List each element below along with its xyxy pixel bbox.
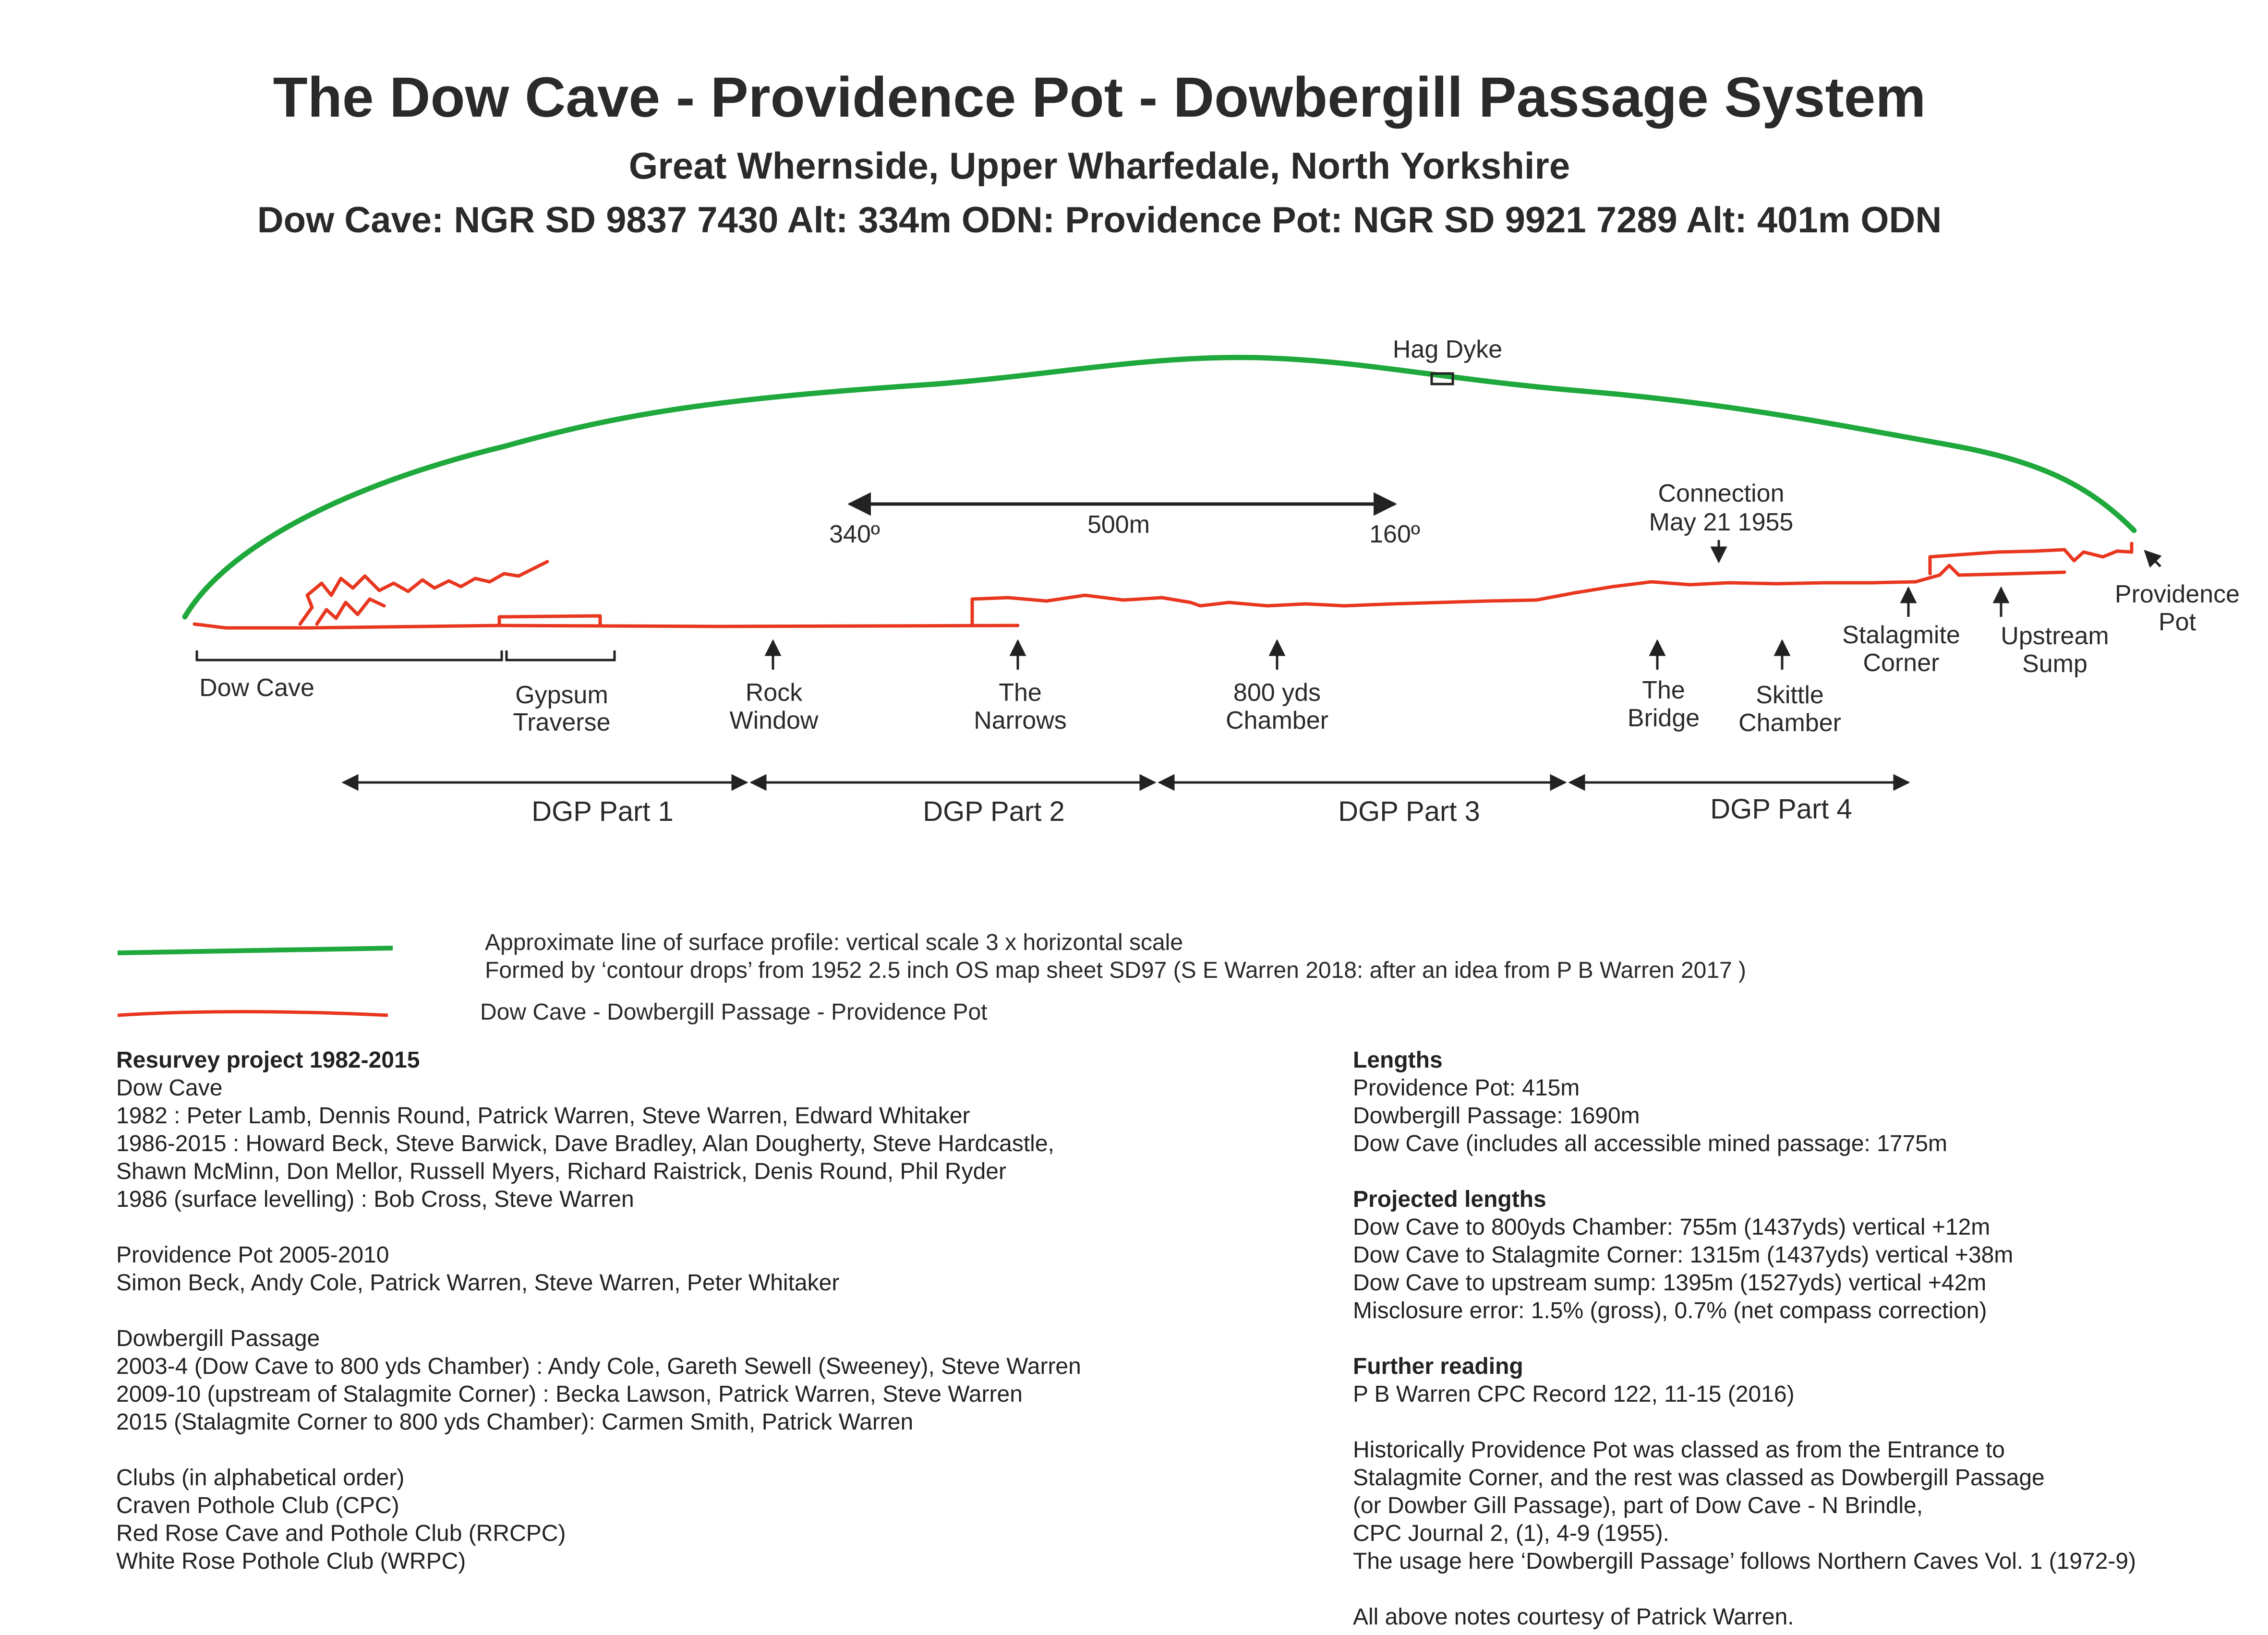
page-subtitle: Great Whernside, Upper Wharfedale, North Yorkshire: [628, 144, 1570, 187]
feature-label-upstream-sump-1: Upstream: [2001, 622, 2109, 650]
credit-line: All above notes courtesy of Patrick Warren.: [1353, 1604, 1794, 1630]
history-note-line: CPC Journal 2, (1), 4-9 (1955).: [1353, 1521, 1669, 1546]
feature-label-gypsum-traverse-2: Traverse: [513, 709, 611, 736]
grid-reference-line: Dow Cave: NGR SD 9837 7430 Alt: 334m ODN: Providence Pot: NGR SD 9921 7289 Alt: 401m ODN: [257, 200, 1942, 240]
projected-length-item: Dow Cave to upstream sump: 1395m (1527yds) vertical +42m: [1353, 1270, 1987, 1296]
hag-dyke-label: Hag Dyke: [1392, 336, 1503, 363]
bearing-left-label: 340º: [829, 520, 880, 548]
dgp-part-3-label: DGP Part 3: [1338, 796, 1480, 827]
feature-label-upstream-sump-2: Sump: [2022, 650, 2087, 678]
history-note-line: Historically Providence Pot was classed as from the Entrance to: [1353, 1437, 2005, 1463]
club-item: Craven Pothole Club (CPC): [116, 1493, 399, 1518]
lengths-notes: [1353, 1046, 2136, 1631]
dowbergill-line: 2015 (Stalagmite Corner to 800 yds Chamber): Carmen Smith, Patrick Warren: [116, 1409, 914, 1435]
dgp-part-2-label: DGP Part 2: [923, 796, 1065, 827]
feature-label-gypsum-traverse-1: Gypsum: [515, 681, 608, 709]
connection-date-label: May 21 1955: [1649, 508, 1794, 536]
further-reading-item: P B Warren CPC Record 122, 11-15 (2016): [1353, 1382, 1795, 1407]
projected-lengths-heading: Projected lengths: [1353, 1187, 1546, 1212]
providence-pot-line: Simon Beck, Andy Cole, Patrick Warren, Steve Warren, Peter Whitaker: [116, 1270, 840, 1296]
resurvey-notes: [116, 1046, 1081, 1575]
resurvey-dow-cave-line: Shawn McMinn, Don Mellor, Russell Myers, Richard Raistrick, Denis Round, Phil Ryder: [116, 1159, 1006, 1184]
legend-surface-text-1: Approximate line of surface profile: vertical scale 3 x horizontal scale: [485, 930, 1183, 955]
dgp-part-1-label: DGP Part 1: [531, 796, 674, 827]
clubs-heading: Clubs (in alphabetical order): [116, 1465, 405, 1491]
feature-label-rock-window-2: Window: [729, 707, 819, 734]
feature-label-the-bridge-1: The: [1642, 676, 1685, 704]
range-brackets: [197, 650, 615, 660]
projected-length-item: Dow Cave to 800yds Chamber: 755m (1437yds) vertical +12m: [1353, 1214, 1991, 1240]
feature-label-rock-window-1: Rock: [745, 679, 803, 707]
page-title: The Dow Cave - Providence Pot - Dowbergill Passage System: [273, 66, 1926, 129]
length-item: Dow Cave (includes all accessible mined passage: 1775m: [1353, 1131, 1947, 1156]
projected-length-item: Misclosure error: 1.5% (gross), 0.7% (net compass correction): [1353, 1298, 1987, 1323]
history-note-line: Stalagmite Corner, and the rest was classed as Dowbergill Passage: [1353, 1465, 2045, 1491]
club-item: Red Rose Cave and Pothole Club (RRCPC): [116, 1521, 566, 1546]
feature-label-800-yds-chamber-2: Chamber: [1226, 707, 1328, 734]
resurvey-dow-cave-line: 1986-2015 : Howard Beck, Steve Barwick, Dave Bradley, Alan Dougherty, Steve Hardcastle,: [116, 1131, 1054, 1156]
dgp-part-4-label: DGP Part 4: [1710, 793, 1852, 825]
club-item: White Rose Pothole Club (WRPC): [116, 1549, 466, 1574]
history-note-line: The usage here ‘Dowbergill Passage’ follows Northern Caves Vol. 1 (1972-9): [1353, 1549, 2136, 1574]
feature-label-stalagmite-corner-1: Stalagmite: [1842, 621, 1960, 649]
scale-length-label: 500m: [1087, 511, 1150, 539]
further-reading-heading: Further reading: [1353, 1354, 1523, 1379]
legend-swatches: [0, 912, 432, 1032]
history-note-line: (or Dowber Gill Passage), part of Dow Cave - N Brindle,: [1353, 1493, 1923, 1518]
feature-label-the-bridge-2: Bridge: [1627, 704, 1700, 732]
dowbergill-line: 2003-4 (Dow Cave to 800 yds Chamber) : Andy Cole, Gareth Sewell (Sweeney), Steve Warren: [116, 1354, 1081, 1379]
projected-length-item: Dow Cave to Stalagmite Corner: 1315m (1437yds) vertical +38m: [1353, 1242, 2014, 1268]
connection-label: Connection: [1658, 480, 1785, 507]
lengths-heading: Lengths: [1353, 1047, 1443, 1073]
feature-label-skittle-chamber-1: Skittle: [1756, 681, 1824, 709]
legend-surface-swatch: [118, 948, 393, 953]
legend-cave-swatch: [118, 1012, 388, 1016]
dowbergill-line: 2009-10 (upstream of Stalagmite Corner) : Becka Lawson, Patrick Warren, Steve Warren: [116, 1382, 1023, 1407]
feature-label-providence-pot-1: Providence: [2114, 580, 2240, 608]
resurvey-dow-cave-line: 1986 (surface levelling) : Bob Cross, Steve Warren: [116, 1187, 634, 1212]
cave-survey-line: [194, 543, 2132, 628]
legend-cave-text: Dow Cave - Dowbergill Passage - Providence Pot: [480, 999, 988, 1025]
length-item: Dowbergill Passage: 1690m: [1353, 1103, 1640, 1129]
resurvey-heading: Resurvey project 1982-2015: [116, 1047, 420, 1073]
resurvey-dow-cave: Dow Cave: [116, 1075, 223, 1101]
feature-label-the-narrows-2: Narrows: [974, 707, 1067, 734]
dowbergill-heading: Dowbergill Passage: [116, 1326, 320, 1351]
resurvey-dow-cave-line: 1982 : Peter Lamb, Dennis Round, Patrick Warren, Steve Warren, Edward Whitaker: [116, 1103, 970, 1129]
feature-arrows: [773, 588, 2001, 670]
providence-pot-arrow: [2145, 551, 2160, 566]
feature-label-skittle-chamber-2: Chamber: [1738, 709, 1841, 737]
feature-label-the-narrows-1: The: [999, 679, 1042, 707]
legend-surface-text-2: Formed by ‘contour drops’ from 1952 2.5 inch OS map sheet SD97 (S E Warren 2018: after an idea from P B Warren 2017 ): [485, 958, 1747, 983]
feature-label-stalagmite-corner-2: Corner: [1863, 649, 1940, 677]
feature-label-providence-pot-2: Pot: [2158, 608, 2196, 636]
feature-label-dow-cave: Dow Cave: [199, 674, 314, 702]
providence-pot-heading: Providence Pot 2005-2010: [116, 1242, 389, 1268]
feature-label-800-yds-chamber-1: 800 yds: [1233, 679, 1321, 707]
length-item: Providence Pot: 415m: [1353, 1075, 1580, 1101]
bearing-right-label: 160º: [1369, 520, 1420, 548]
